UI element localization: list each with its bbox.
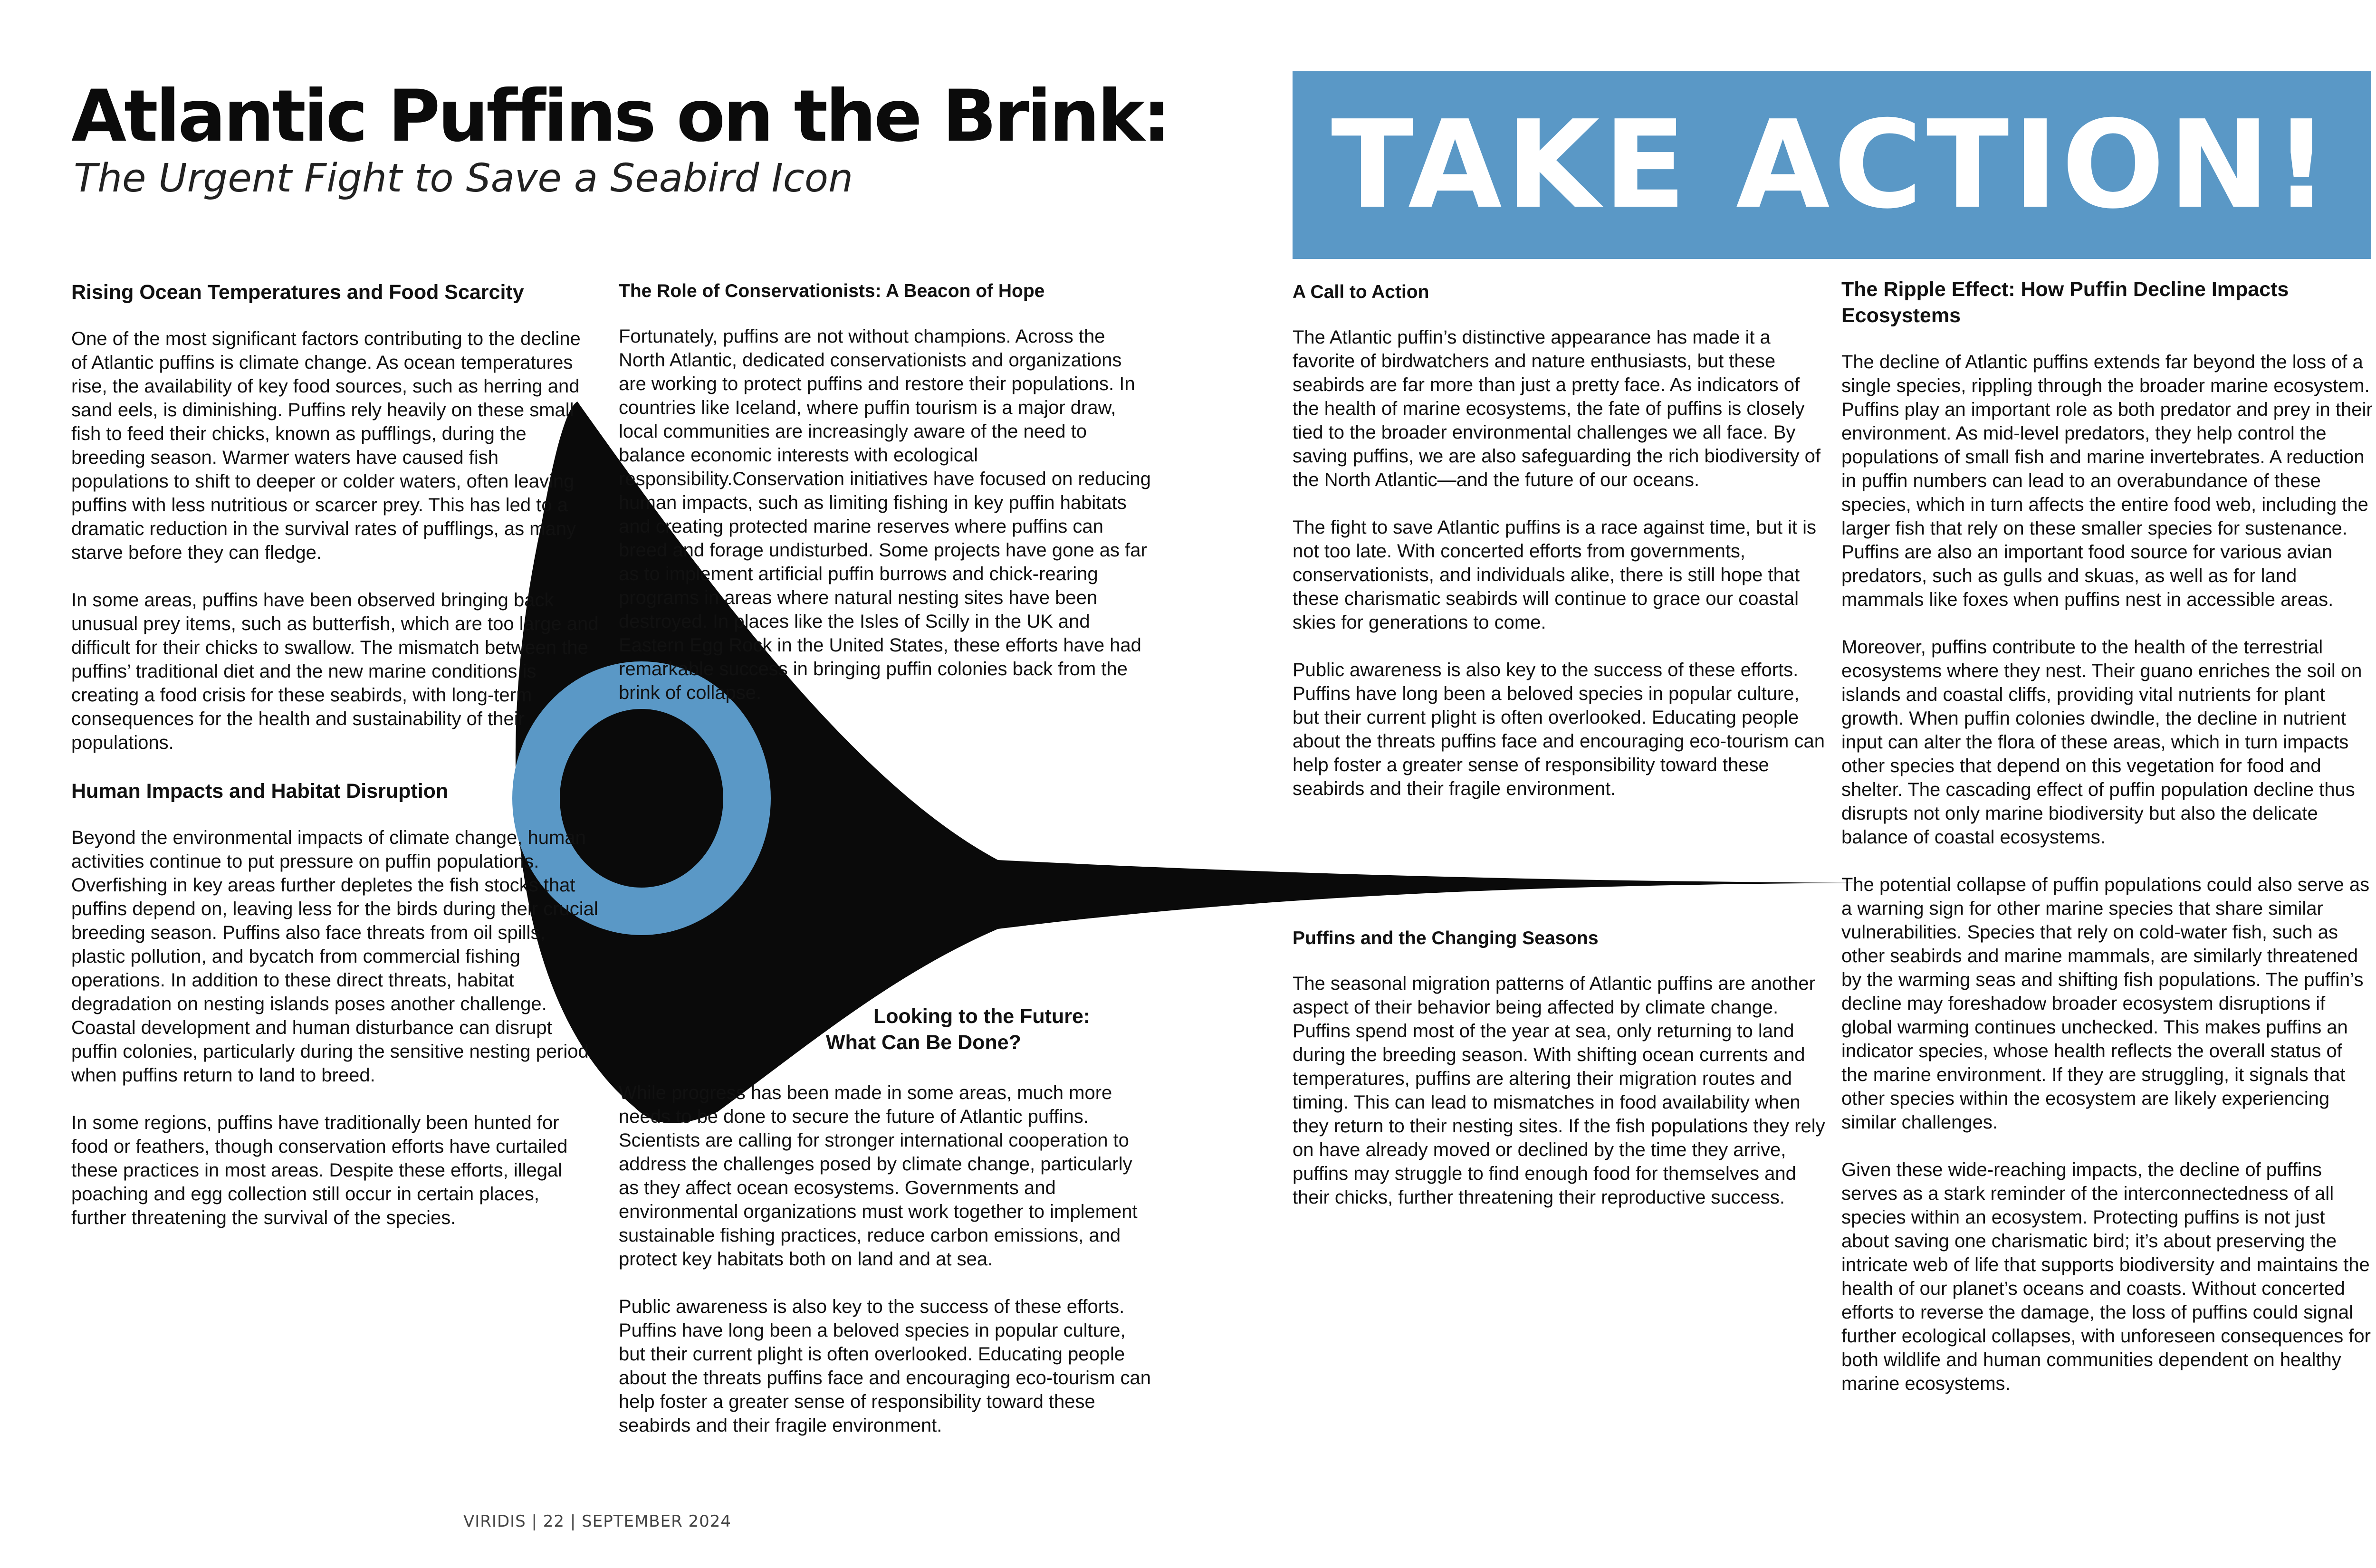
column-2-top — [619, 279, 1151, 728]
section-heading-human-impacts: Human Impacts and Habitat Disruption — [71, 780, 449, 803]
paragraph: One of the most significant factors contributing to the decline of Atlantic puffins is climate change. As ocean temperatures rise, the availability of key food sources, such as herring and sand eels, is diminishing. Puffins rely heavily on these small fish to feed their chicks, known as pufflings, during the breeding season. Warmer waters have caused fish populations to shift to deeper or colder waters, often leaving puffins with less nutritious or scarcer prey. This has led to a dramatic reduction in the survival rates of pufflings, as many starve before they can fledge. — [71, 328, 581, 563]
page-footer: VIRIDIS | 22 | SEPTEMBER 2024 — [463, 1512, 732, 1531]
heading-line: Looking to the Future: — [873, 1005, 1091, 1028]
section-heading-call-to-action: A Call to Action — [1293, 282, 1429, 302]
section-heading-future — [826, 1004, 1111, 1056]
paragraph: In some regions, puffins have traditionally been hunted for food or feathers, though conservation efforts have curtailed these practices in most areas. Despite these efforts, illegal poaching and egg collection still occur in certain places, further threatening the survival of the species. — [71, 1112, 568, 1228]
paragraph: The seasonal migration patterns of Atlantic puffins are another aspect of their behavior being affected by climate change. Puffins spend most of the year at sea, only returning to land during the breeding season. With shifting ocean currents and temperatures, puffins are altering their migration routes and timing. This can lead to mismatches in food availability when they return to their nesting sites. If the fish populations they rely on have already moved or declined by the time they arrive, puffins may struggle to find enough food for themselves and their chicks, further threatening their reproductive success. — [1293, 973, 1825, 1208]
paragraph: Given these wide-reaching impacts, the decline of puffins serves as a stark reminder of the interconnectedness of all species within an ecosystem. Protecting puffins is not just about saving one charismatic bird; it’s about preserving the intricate web of life that supports biodiversity and maintains the health of our planet’s oceans and coasts. Without concerted efforts to reverse the damage, the loss of puffins could signal further ecological collapses, with unforeseen consequences for both wildlife and human communities dependent on healthy marine ecosystems. — [1841, 1159, 2371, 1394]
section-heading-ocean-temperatures: Rising Ocean Temperatures and Food Scarcity — [71, 281, 524, 304]
section-heading-ripple-effect: The Ripple Effect: How Puffin Decline Impacts Ecosystems — [1841, 278, 2289, 327]
section-heading-conservationists: The Role of Conservationists: A Beacon of Hope — [619, 281, 1045, 301]
paragraph: The Atlantic puffin’s distinctive appearance has made it a favorite of birdwatchers and nature enthusiasts, but these seabirds are far more than just a pretty face. As indicators of the health of marine ecosystems, the fate of puffins is closely tied to the broader environmental challenges we all face. By saving puffins, we are also safeguarding the rich biodiversity of the North Atlantic—and the future of our oceans. — [1293, 327, 1820, 490]
section-heading-changing-seasons: Puffins and the Changing Seasons — [1293, 928, 1599, 948]
column-1 — [71, 279, 599, 1253]
paragraph: Fortunately, puffins are not without champions. Across the North Atlantic, dedicated conservationists and organizations are working to protect puffins and restore their populations. In countries like Iceland, where puffin tourism is a major draw, local communities are increasingly aware of the need to balance economic interests with ecological responsibility.Conservation initiatives have focused on reducing human impacts, such as limiting fishing in key puffin habitats and creating protected marine reserves where puffins can breed and forage undisturbed. Some projects have gone as far as to implement artificial puffin burrows and chick-rearing programs in areas where natural nesting sites have been destroyed. In places like the Isles of Scilly in the UK and Eastern Egg Rock in the United States, these efforts have had remarkable success in bringing puffin colonies back from the brink of collapse. — [619, 326, 1151, 703]
column-2-bottom — [619, 1081, 1151, 1461]
paragraph: Public awareness is also key to the success of these efforts. Puffins have long been a beloved species in popular culture, but their current plight is often overlooked. Educating people about the threats puffins face and encouraging eco-tourism can help foster a greater sense of responsibility toward these seabirds and their fragile environment. — [1293, 660, 1825, 799]
paragraph: While progress has been made in some areas, much more needs to be done to secure the future of Atlantic puffins. Scientists are calling for stronger international cooperation to address the challenges posed by climate change, particularly as they affect ocean ecosystems. Governments and environmental organizations must work together to implement sustainable fishing practices, reduce carbon emissions, and protect key habitats both on land and at sea. — [619, 1082, 1138, 1270]
heading-line: What Can Be Done? — [826, 1031, 1021, 1054]
paragraph: Beyond the environmental impacts of climate change, human activities continue to put pressure on puffin populations. Overfishing in key areas further depletes the fish stocks that puffins depend on, leaving less for the birds during their crucial breeding season. Puffins also face threats from oil spills, plastic pollution, and bycatch from commercial fishing operations. In addition to these direct threats, habitat degradation on nesting islands poses another challenge. Coastal development and human disturbance can disrupt puffin colonies, particularly during the sensitive nesting period when puffins return to land to breed. — [71, 827, 598, 1086]
column-3-top — [1293, 280, 1830, 824]
banner-text: TAKE ACTION! — [1331, 95, 2333, 236]
paragraph: In some areas, puffins have been observed bringing back unusual prey items, such as butterfish, which are too large and difficult for their chicks to swallow. The mismatch between the puffins’ traditional diet and the new marine conditions is creating a food crisis for these seabirds, with long-term consequences for the health and sustainability of their populations. — [71, 590, 599, 753]
paragraph: The fight to save Atlantic puffins is a race against time, but it is not too late. With concerted efforts from governments, conservationists, and individuals alike, there is still hope that these charismatic seabirds will continue to grace our coastal skies for generations to come. — [1293, 517, 1817, 633]
column-3-bottom — [1293, 927, 1830, 1233]
paragraph: Moreover, puffins contribute to the health of the terrestrial ecosystems where they nest. Their guano enriches the soil on islands and coastal cliffs, providing vital nutrients for plant growth. When puffin colonies dwindle, the decline in nutrient input can alter the flora of these areas, which in turn impacts other species that depend on this vegetation for food and shelter. The cascading effect of puffin population decline thus disrupts not only marine biodiversity but also the delicate balance of coastal ecosystems. — [1841, 637, 2362, 848]
paragraph: The decline of Atlantic puffins extends far beyond the loss of a single species, rippling through the broader marine ecosystem. Puffins play an important role as both predator and prey in their environment. As mid-level predators, they help control the populations of small fish and marine invertebrates. A reduction in puffin numbers can lead to an overabundance of these species, which in turn affects the entire food web, including the larger fish that rely on these smaller species for sustenance. Puffins are also an important food source for various avian predators, such as gulls and skuas, as well as for land mammals like foxes when puffins nest in accessible areas. — [1841, 352, 2373, 610]
paragraph: The potential collapse of puffin populations could also serve as a warning sign for other marine species that share similar vulnerabilities. Species that rely on cold-water fish, such as other seabirds and marine mammals, are similarly threatened by the warming seas and shifting fish populations. The puffin’s decline may foreshadow broader ecosystem disruptions if global warming continues unchecked. This makes puffins an indicator species, whose health reflects the overall status of the marine environment. If they are struggling, it signals that other species within the ecosystem are likely experiencing similar challenges. — [1841, 874, 2370, 1133]
paragraph: Public awareness is also key to the success of these efforts. Puffins have long been a beloved species in popular culture, but their current plight is often overlooked. Educating people about the threats puffins face and encouraging eco-tourism can help foster a greater sense of responsibility toward these seabirds and their fragile environment. — [619, 1296, 1151, 1436]
column-4 — [1841, 277, 2374, 1419]
page-title: Atlantic Puffins on the Brink: — [71, 75, 1169, 158]
page-subtitle: The Urgent Fight to Save a Seabird Icon — [74, 156, 853, 201]
